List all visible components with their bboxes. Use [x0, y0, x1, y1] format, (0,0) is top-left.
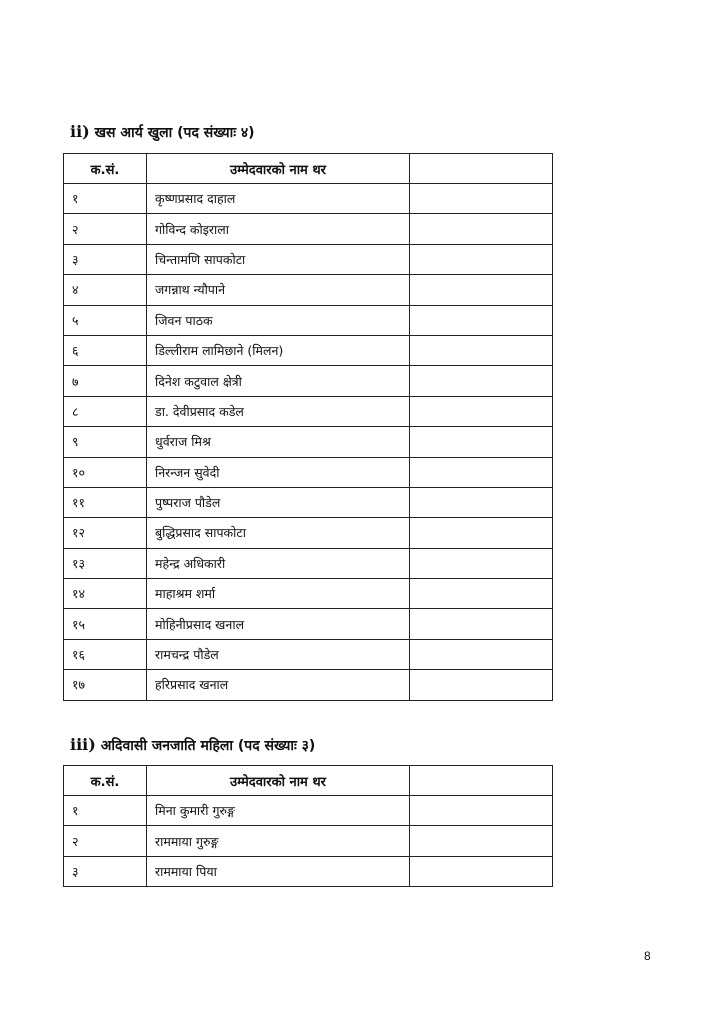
candidate-name-cell: हरिप्रसाद खनाल — [147, 670, 410, 700]
table-header-row — [64, 154, 553, 184]
table-row — [64, 275, 553, 305]
serial-number-cell: १६ — [64, 639, 147, 669]
candidate-name-cell: जगन्नाथ न्यौपाने — [147, 275, 410, 305]
table-body — [64, 184, 553, 701]
section-title-adivasi-janajati-mahila — [70, 735, 315, 755]
candidate-name-cell: निरन्जन सुवेदी — [147, 457, 410, 487]
table-row — [64, 487, 553, 517]
section-numeral: iii) — [70, 735, 96, 754]
blank-cell — [410, 826, 553, 856]
serial-number-cell: ७ — [64, 366, 147, 396]
section-title-khas-arya — [70, 122, 255, 142]
blank-cell — [410, 548, 553, 578]
candidate-table-khas-arya — [63, 153, 553, 701]
candidate-name-cell: मोहिनीप्रसाद खनाल — [147, 609, 410, 639]
candidate-name-cell: राममाया पिया — [147, 856, 410, 886]
header-candidate-name: उम्मेदवारको नाम थर — [147, 766, 410, 796]
blank-cell — [410, 396, 553, 426]
serial-number-cell: १७ — [64, 670, 147, 700]
candidate-name-cell: चिन्तामणि सापकोटा — [147, 244, 410, 274]
blank-cell — [410, 457, 553, 487]
blank-cell — [410, 796, 553, 826]
blank-cell — [410, 427, 553, 457]
table-row — [64, 826, 553, 856]
serial-number-cell: ६ — [64, 335, 147, 365]
table-row — [64, 579, 553, 609]
section-heading: खस आर्य खुला (पद संख्याः ४) — [94, 125, 255, 141]
blank-cell — [410, 518, 553, 548]
blank-cell — [410, 579, 553, 609]
blank-cell — [410, 184, 553, 214]
candidate-name-cell: दिनेश कटुवाल क्षेत्री — [147, 366, 410, 396]
serial-number-cell: ९ — [64, 427, 147, 457]
blank-cell — [410, 305, 553, 335]
blank-cell — [410, 275, 553, 305]
header-candidate-name: उम्मेदवारको नाम थर — [147, 154, 410, 184]
candidate-name-cell: कृष्णप्रसाद दाहाल — [147, 184, 410, 214]
serial-number-cell: ५ — [64, 305, 147, 335]
blank-cell — [410, 244, 553, 274]
candidate-name-cell: धुर्वराज मिश्र — [147, 427, 410, 457]
candidate-name-cell: बुद्धिप्रसाद सापकोटा — [147, 518, 410, 548]
table-row — [64, 184, 553, 214]
candidate-table-adivasi-janajati-mahila — [63, 765, 553, 887]
header-blank — [410, 766, 553, 796]
serial-number-cell: १५ — [64, 609, 147, 639]
section-heading: अदिवासी जनजाति महिला (पद संख्याः ३) — [100, 738, 316, 754]
candidate-name-cell: पुष्पराज पौडेल — [147, 487, 410, 517]
serial-number-cell: ३ — [64, 244, 147, 274]
header-serial-number: क.सं. — [64, 766, 147, 796]
blank-cell — [410, 856, 553, 886]
header-blank — [410, 154, 553, 184]
serial-number-cell: ८ — [64, 396, 147, 426]
table-row — [64, 856, 553, 886]
candidate-name-cell: महेन्द्र अधिकारी — [147, 548, 410, 578]
blank-cell — [410, 670, 553, 700]
candidate-name-cell: रामचन्द्र पौडेल — [147, 639, 410, 669]
candidate-name-cell: राममाया गुरुङ्ग — [147, 826, 410, 856]
table-row — [64, 457, 553, 487]
candidate-name-cell: जिवन पाठक — [147, 305, 410, 335]
serial-number-cell: १ — [64, 184, 147, 214]
blank-cell — [410, 214, 553, 244]
table-row — [64, 548, 553, 578]
table-row — [64, 639, 553, 669]
serial-number-cell: ११ — [64, 487, 147, 517]
table-row — [64, 244, 553, 274]
serial-number-cell: १० — [64, 457, 147, 487]
table-row — [64, 335, 553, 365]
candidate-name-cell: माहाश्रम शर्मा — [147, 579, 410, 609]
table-row — [64, 396, 553, 426]
candidate-name-cell: मिना कुमारी गुरुङ्ग — [147, 796, 410, 826]
candidate-name-cell: गोविन्द कोइराला — [147, 214, 410, 244]
serial-number-cell: ४ — [64, 275, 147, 305]
header-serial-number: क.सं. — [64, 154, 147, 184]
serial-number-cell: १२ — [64, 518, 147, 548]
serial-number-cell: १४ — [64, 579, 147, 609]
serial-number-cell: १३ — [64, 548, 147, 578]
blank-cell — [410, 335, 553, 365]
blank-cell — [410, 487, 553, 517]
blank-cell — [410, 609, 553, 639]
section-numeral: ii) — [70, 122, 90, 141]
table-row — [64, 427, 553, 457]
serial-number-cell: १ — [64, 796, 147, 826]
serial-number-cell: ३ — [64, 856, 147, 886]
serial-number-cell: २ — [64, 214, 147, 244]
table-row — [64, 305, 553, 335]
table-header-row — [64, 766, 553, 796]
table-row — [64, 518, 553, 548]
table-row — [64, 609, 553, 639]
table-row — [64, 214, 553, 244]
page-number: 8 — [644, 949, 651, 963]
candidate-name-cell: डा. देवीप्रसाद कडेल — [147, 396, 410, 426]
serial-number-cell: २ — [64, 826, 147, 856]
table-row — [64, 366, 553, 396]
table-row — [64, 670, 553, 700]
table-row — [64, 796, 553, 826]
blank-cell — [410, 639, 553, 669]
blank-cell — [410, 366, 553, 396]
table-body — [64, 796, 553, 887]
candidate-name-cell: डिल्लीराम लामिछाने (मिलन) — [147, 335, 410, 365]
